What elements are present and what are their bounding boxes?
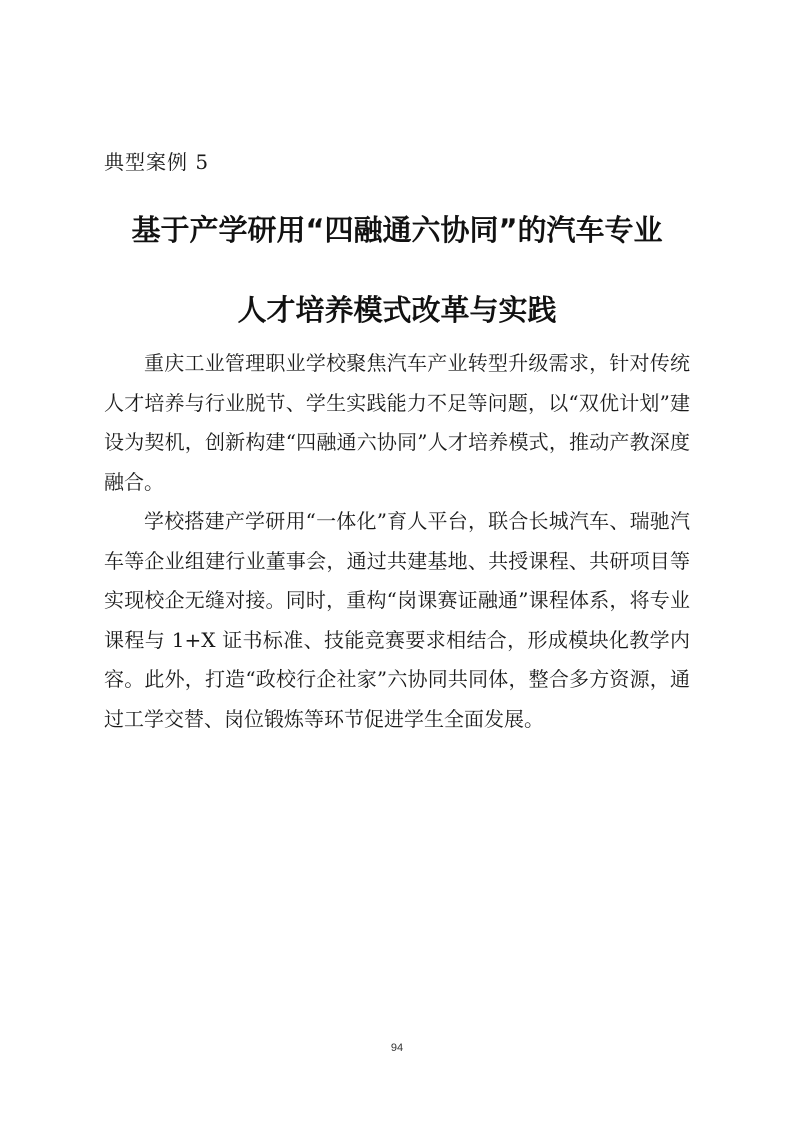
title-line-2: 人才培养模式改革与实践	[237, 293, 557, 327]
body-text	[104, 344, 690, 739]
paragraph-1: 重庆工业管理职业学校聚焦汽车产业转型升级需求，针对传统人才培养与行业脱节、学生实践能力不足等问题，以“双优计划”建设为契机，创新构建“四融通六协同”人才培养模式，推动产教深度融合。	[104, 351, 690, 494]
title-line-1: 基于产学研用“四融通六协同”的汽车专业	[131, 213, 663, 247]
page-number: 94	[390, 1042, 404, 1054]
paragraph-2: 学校搭建产学研用“一体化”育人平台，联合长城汽车、瑞驰汽车等企业组建行业董事会，通过共建基地、共授课程、共研项目等实现校企无缝对接。同时，重构“岗课赛证融通”课程体系，将专业课程与 1+X 证书标准、技能竞赛要求相结合，形成模块化教学内容。此外，打造“政校行企社家”六协同共同体，整合多方资源，通过工学交替、岗位锻炼等环节促进学生全面发展。	[104, 509, 690, 731]
case-label: 典型案例 5	[104, 150, 210, 174]
